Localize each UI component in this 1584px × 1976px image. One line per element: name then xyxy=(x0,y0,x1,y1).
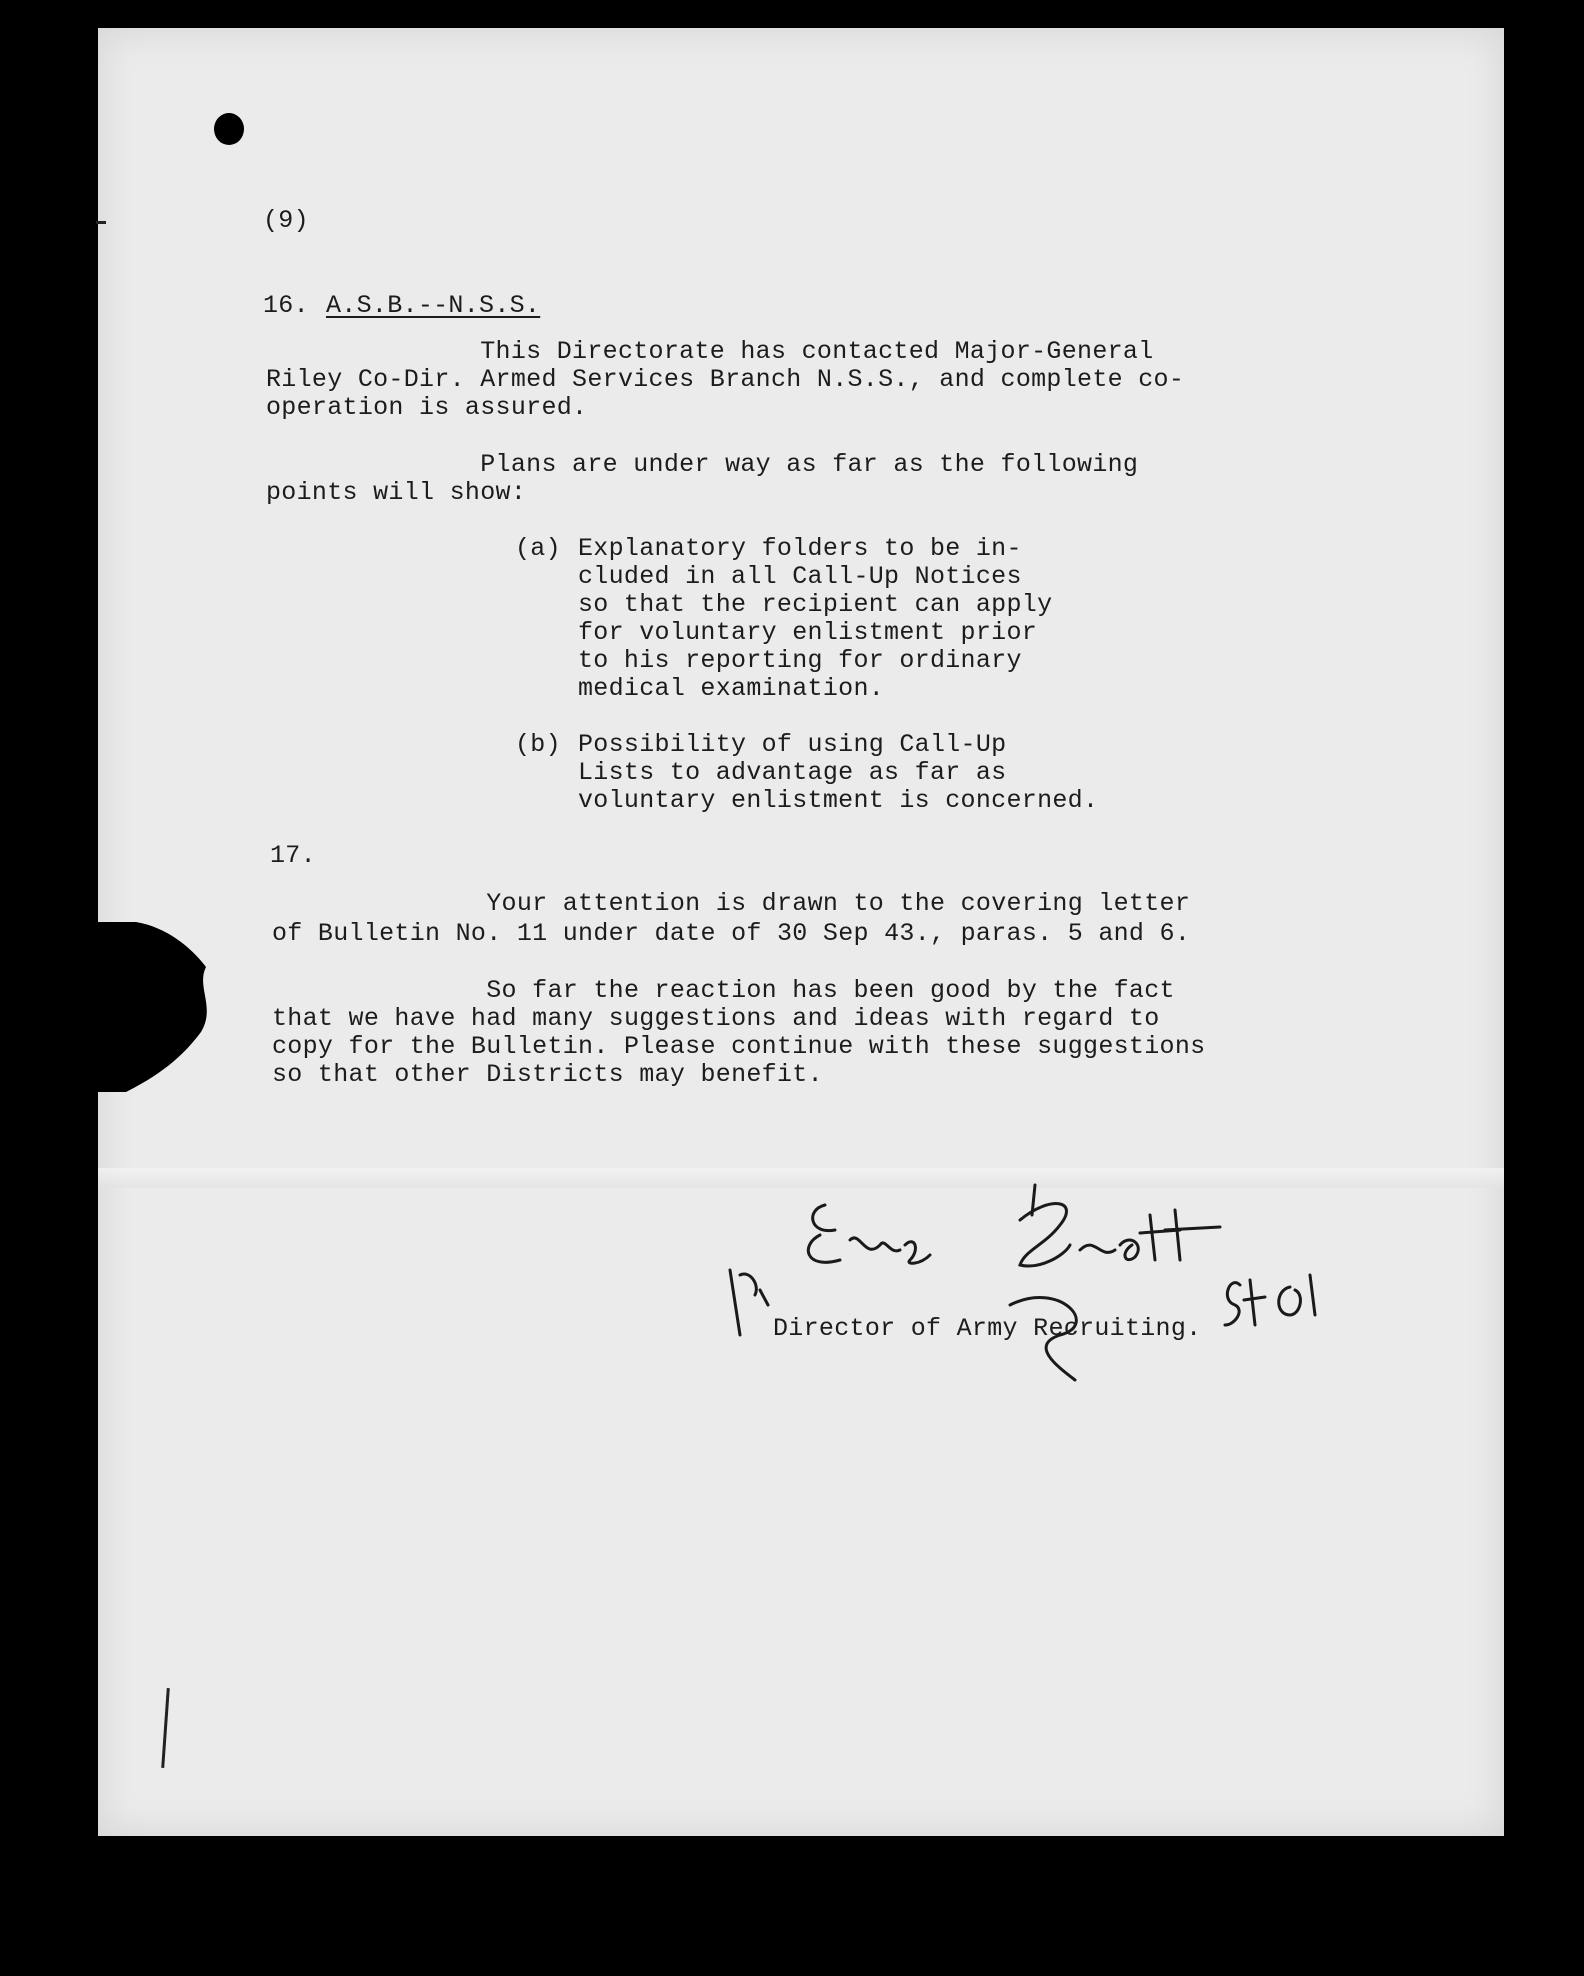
item-a-line: cluded in all Call-Up Notices xyxy=(578,562,1022,591)
item-a-line: for voluntary enlistment prior xyxy=(578,618,1038,647)
section-17-para1-line1: Your attention is drawn to the covering letter xyxy=(272,889,1191,918)
item-b-label: (b) xyxy=(515,730,561,759)
section-16-heading: A.S.B.--N.S.S. xyxy=(326,291,541,320)
handwritten-signature xyxy=(720,1175,1360,1415)
item-a-label: (a) xyxy=(515,534,561,563)
section-16-para1-line3: operation is assured. xyxy=(266,393,588,422)
signature-title: Director of Army Recruiting. xyxy=(773,1314,1202,1343)
section-17-number: 17. xyxy=(270,841,316,870)
item-a-line: Explanatory folders to be in- xyxy=(578,534,1022,563)
item-a-line: to his reporting for ordinary xyxy=(578,646,1022,675)
section-17-para2-line3: copy for the Bulletin. Please continue with these suggestions xyxy=(272,1032,1206,1061)
item-a-line: medical examination. xyxy=(578,674,885,703)
page-number: (9) xyxy=(263,206,309,235)
item-a-line: so that the recipient can apply xyxy=(578,590,1053,619)
section-17-para2-line1: So far the reaction has been good by the fact xyxy=(272,976,1175,1005)
item-b-line: voluntary enlistment is concerned. xyxy=(578,786,1099,815)
section-16-number: 16. xyxy=(263,291,309,320)
section-16-para2-line2: points will show: xyxy=(266,478,527,507)
section-17-para2-line2: that we have had many suggestions and ideas with regard to xyxy=(272,1004,1160,1033)
left-edge-mark xyxy=(96,221,106,224)
item-b-line: Lists to advantage as far as xyxy=(578,758,1007,787)
punch-hole xyxy=(214,113,244,145)
section-16-para2-line1: Plans are under way as far as the following xyxy=(266,450,1139,479)
section-17-para1-line2: of Bulletin No. 11 under date of 30 Sep 43., paras. 5 and 6. xyxy=(272,919,1191,948)
section-16-para1-line2: Riley Co-Dir. Armed Services Branch N.S.S., and complete co- xyxy=(266,365,1185,394)
torn-edge xyxy=(96,922,216,1092)
item-b-line: Possibility of using Call-Up xyxy=(578,730,1007,759)
section-16-para1-line1: This Directorate has contacted Major-General xyxy=(266,337,1154,366)
section-17-para2-line4: so that other Districts may benefit. xyxy=(272,1060,823,1089)
